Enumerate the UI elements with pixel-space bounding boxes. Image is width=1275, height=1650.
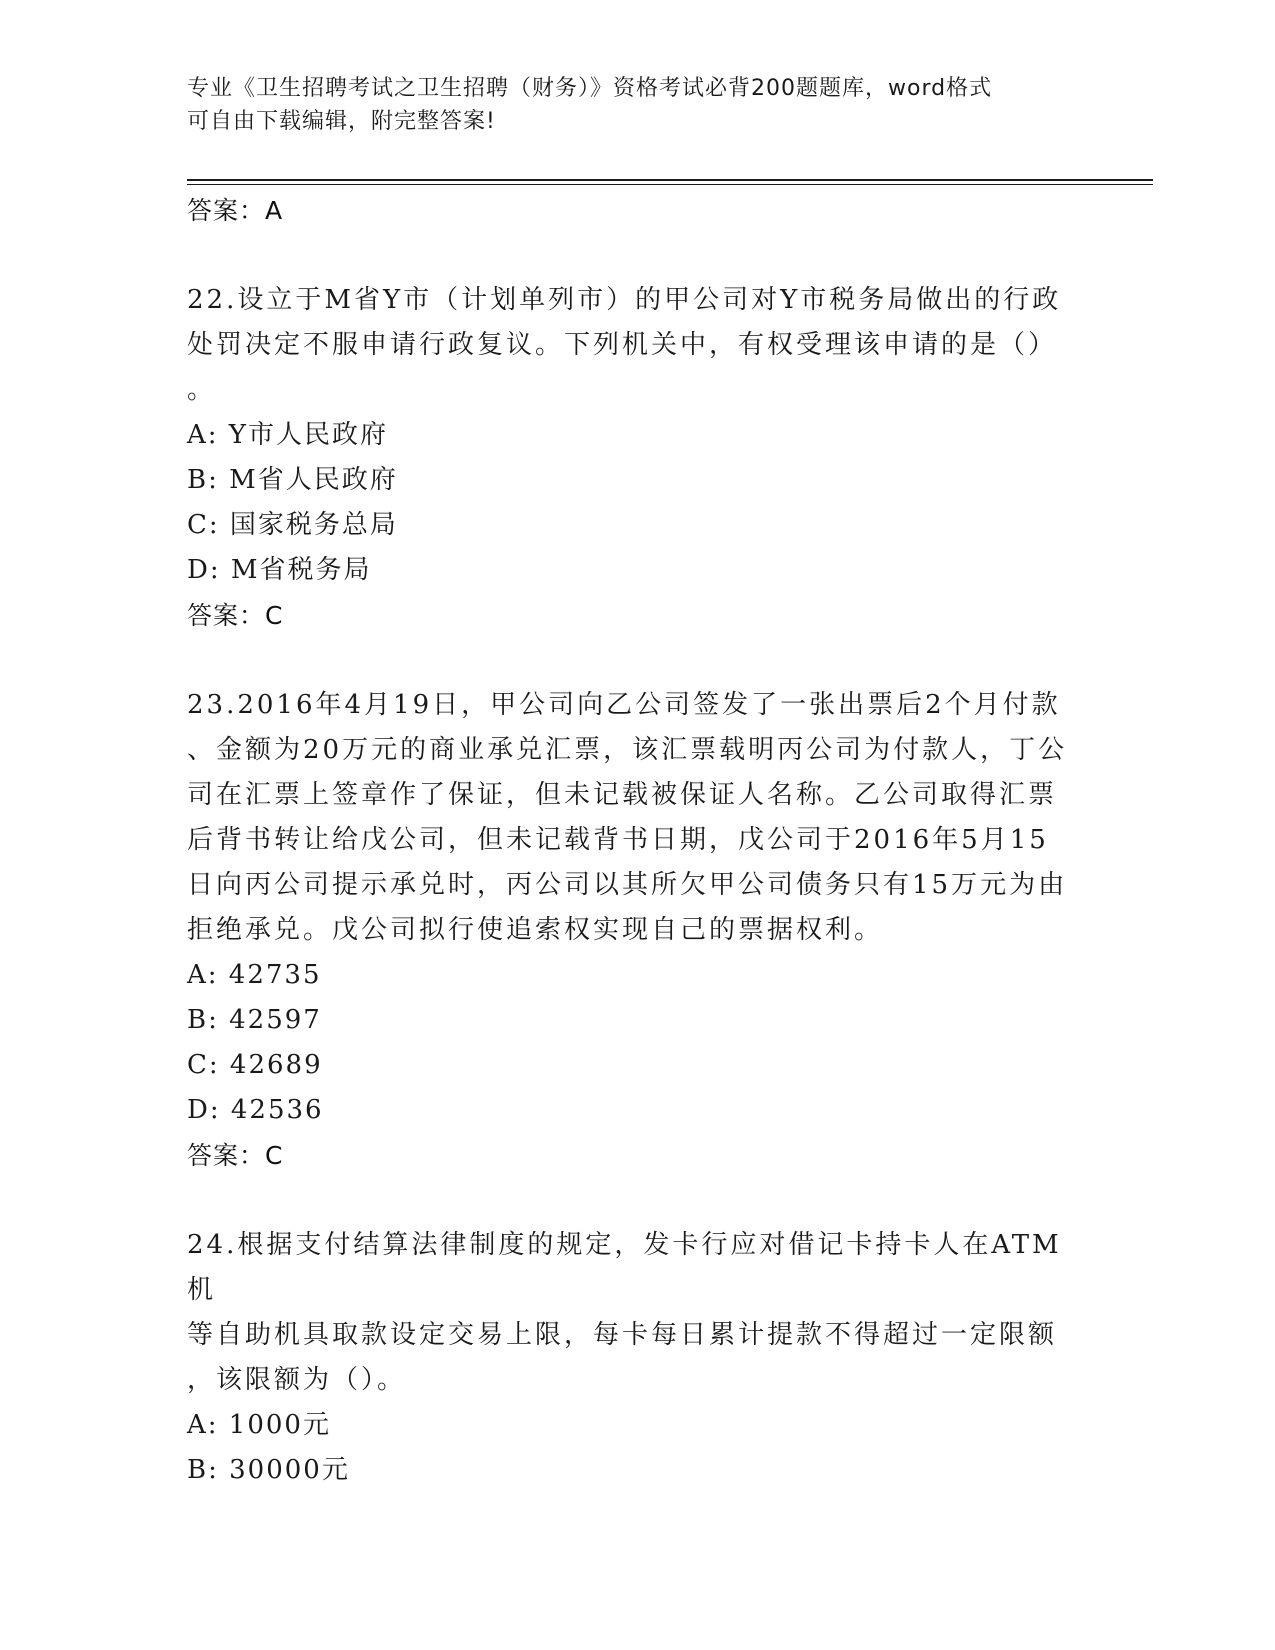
- option-d: D: M省税务局: [187, 555, 372, 585]
- question-23: [187, 683, 1087, 1179]
- question-22: [187, 278, 1087, 639]
- header-divider-thin: [187, 184, 1153, 185]
- answer-line: 答案：A: [187, 196, 284, 225]
- question-text-line: 22.设立于M省Y市（计划单列市）的甲公司对Y市税务局做出的行政: [187, 285, 1062, 315]
- option-a: A: 1000元: [187, 1410, 331, 1440]
- answer-line: 答案：C: [187, 601, 284, 630]
- question-text-line: 日向丙公司提示承兑时，丙公司以其所欠甲公司债务只有15万元为由: [187, 870, 1068, 900]
- header-line-2: 可自由下载编辑，附完整答案!: [187, 109, 496, 134]
- question-text-line: 23.2016年4月19日，甲公司向乙公司签发了一张出票后2个月付款: [187, 690, 1061, 720]
- question-text-line: 24.根据支付结算法律制度的规定，发卡行应对借记卡持卡人在ATM机: [187, 1230, 1062, 1305]
- answer-line: 答案：C: [187, 1141, 284, 1170]
- question-text-line: 后背书转让给戊公司，但未记载背书日期，戊公司于2016年5月15: [187, 825, 1049, 855]
- option-a: A: Y市人民政府: [187, 420, 388, 450]
- question-text-line: 处罚决定不服申请行政复议。下列机关中，有权受理该申请的是（）: [187, 330, 1058, 360]
- header-divider-thick: [187, 179, 1153, 181]
- header-line-1: 专业《卫生招聘考试之卫生招聘（财务）》资格考试必背200题题库，word格式: [187, 76, 993, 101]
- question-text-line: 。: [187, 375, 217, 405]
- question-text-line: 司在汇票上签章作了保证，但未记载被保证人名称。乙公司取得汇票: [187, 780, 1058, 810]
- option-a: A: 42735: [187, 960, 322, 990]
- question-text-line: 拒绝承兑。戊公司拟行使追索权实现自己的票据权利。: [187, 915, 884, 945]
- option-c: C: 42689: [187, 1050, 323, 1080]
- question-text-line: ，该限额为（）。: [187, 1365, 407, 1395]
- option-b: B: 30000元: [187, 1455, 350, 1485]
- option-b: B: 42597: [187, 1005, 322, 1035]
- question-text-line: 、金额为20万元的商业承兑汇票，该汇票载明丙公司为付款人，丁公: [187, 735, 1068, 765]
- document-header: [187, 72, 1067, 138]
- question-text-line: 等自助机具取款设定交易上限，每卡每日累计提款不得超过一定限额: [187, 1320, 1058, 1350]
- option-b: B: M省人民政府: [187, 465, 398, 495]
- document-body: [187, 188, 1087, 1493]
- question-24: [187, 1223, 1087, 1493]
- option-d: D: 42536: [187, 1095, 324, 1125]
- option-c: C: 国家税务总局: [187, 510, 398, 540]
